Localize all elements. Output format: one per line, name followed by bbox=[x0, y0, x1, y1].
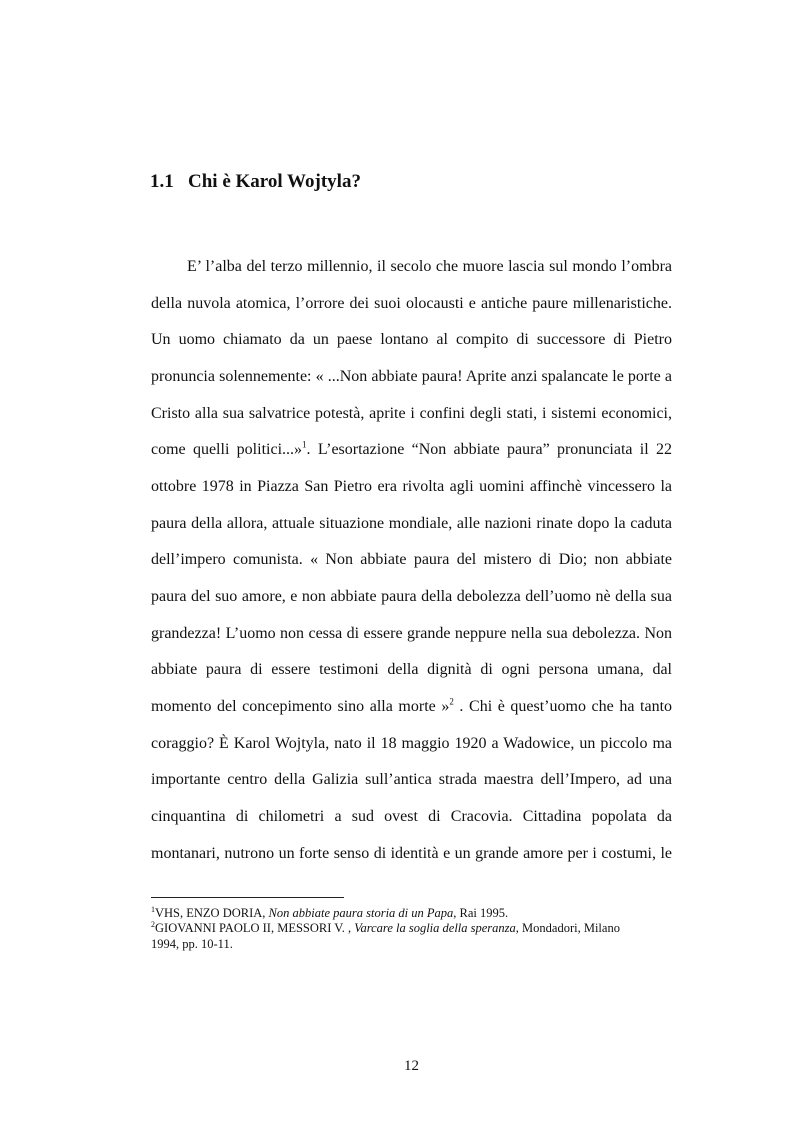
footnote-text: GIOVANNI PAOLO II, MESSORI V. , bbox=[155, 921, 355, 935]
footnote-mark: 2 bbox=[151, 919, 155, 929]
body-line: paura della allora, attuale situazione mondiale, alle nazioni rinate dopo la caduta bbox=[151, 515, 672, 532]
section-heading bbox=[150, 171, 361, 193]
body-line: coraggio? È Karol Wojtyla, nato il 18 maggio 1920 a Wadowice, un piccolo ma bbox=[151, 735, 672, 752]
body-line: grandezza! L’uomo non cessa di essere grande neppure nella sua debolezza. Non bbox=[151, 625, 672, 642]
footnote-mark: 1 bbox=[151, 904, 155, 914]
body-line: abbiate paura di essere testimoni della dignità di ogni persona umana, dal bbox=[151, 661, 672, 678]
footnote-title: Non abbiate paura storia di un Papa bbox=[268, 906, 454, 920]
footnote-2 bbox=[151, 921, 620, 936]
body-line: pronuncia solennemente: « ...Non abbiate paura! Aprite anzi spalancate le porte a bbox=[151, 368, 672, 385]
body-line: cinquantina di chilometri a sud ovest di Cracovia. Cittadina popolata da bbox=[151, 808, 672, 825]
footnote-title: Varcare la soglia della speranza, bbox=[354, 921, 519, 935]
line-text: come quelli politici...» bbox=[151, 441, 303, 458]
footnote-divider bbox=[151, 897, 344, 898]
section-title: Chi è Karol Wojtyla? bbox=[188, 171, 361, 192]
page-number: 12 bbox=[404, 1058, 419, 1074]
body-line: ottobre 1978 in Piazza San Pietro era rivolta agli uomini affinchè vincessero la bbox=[151, 478, 672, 495]
footnote-2-continuation: 1994, pp. 10-11. bbox=[151, 937, 233, 951]
footnote-text: , Rai 1995. bbox=[453, 906, 509, 920]
line-text: . L’esortazione “Non abbiate paura” pronunciata il 22 bbox=[306, 441, 672, 458]
body-line-with-ref bbox=[151, 440, 672, 460]
line-text: momento del concepimento sino alla morte » bbox=[151, 698, 450, 715]
line-text: . Chi è quest’uomo che ha tanto bbox=[453, 698, 673, 715]
body-line-with-ref bbox=[151, 697, 672, 717]
body-line: paura del suo amore, e non abbiate paura della debolezza dell’uomo nè della sua bbox=[151, 588, 672, 605]
body-line: montanari, nutrono un forte senso di identità e un grande amore per i costumi, le bbox=[151, 845, 672, 862]
body-line: dell’impero comunista. « Non abbiate paura del mistero di Dio; non abbiate bbox=[151, 551, 672, 568]
footnote-ref-2[interactable]: 2 bbox=[449, 696, 454, 707]
footnote-1 bbox=[151, 906, 508, 921]
footnote-ref-1[interactable]: 1 bbox=[302, 439, 307, 450]
body-line: importante centro della Galizia sull’antica strada maestra dell’Impero, ad una bbox=[151, 771, 672, 788]
body-line: Un uomo chiamato da un paese lontano al compito di successore di Pietro bbox=[151, 331, 672, 348]
footnote-text: Mondadori, Milano bbox=[518, 921, 620, 935]
body-line: E’ l’alba del terzo millennio, il secolo che muore lascia sul mondo l’ombra bbox=[187, 258, 672, 275]
body-line: della nuvola atomica, l’orrore dei suoi olocausti e antiche paure millenaristiche. bbox=[151, 295, 672, 312]
section-number: 1.1 bbox=[150, 171, 174, 192]
body-line: Cristo alla sua salvatrice potestà, aprite i confini degli stati, i sistemi economici, bbox=[151, 405, 672, 422]
footnote-text: VHS, ENZO DORIA, bbox=[155, 906, 269, 920]
